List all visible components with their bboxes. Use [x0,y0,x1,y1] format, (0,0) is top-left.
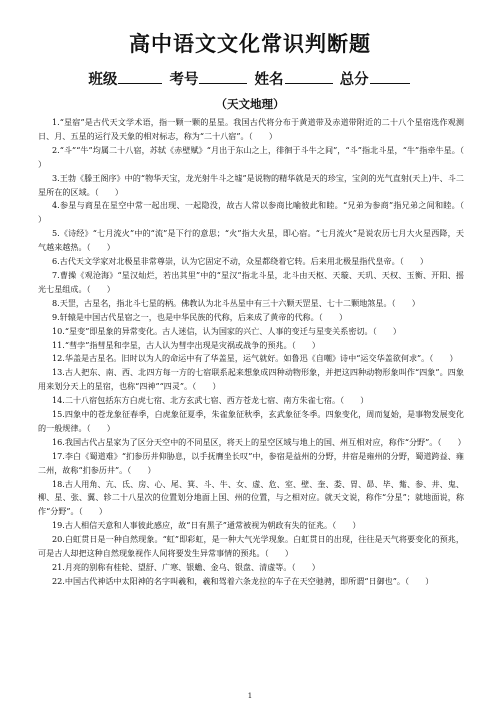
total-score-label: 总分 [339,72,369,88]
question-item: 13.古人把东、南、西、北四方每一方的七宿联系起来想象成四种动物形象，并把这四种动物形象叫作“四象”。四象用来划分天上的星宿，也称“四神”“四灵”。（ ） [38,367,464,392]
question-item: 6.古代天文学家对北极星非常尊崇，认为它固定不动，众星都绕着它转。后来用北极星指代皇帝。（ ） [52,256,428,267]
question-item: 21.月亮的别称有桂轮、望舒、广寒、银蟾、金乌、银盘、清虚等。（ ） [52,562,320,572]
question-item: 7.曹操《观沧海》“星汉灿烂，若出其里”中的“星汉”指北斗星，北斗由天枢、天璇、天玑、天权、玉衡、开阳、摇光七星组成。（ ） [38,269,464,294]
question-item: 8.天罡，古星名，指北斗七星的柄。佛教认为北斗丛星中有三十六颗天罡星、七十二颗地煞星。（ ） [52,297,420,308]
question-item: 14.二十八宿包括东方白虎七宿、北方玄武七宿、西方苍龙七宿、南方朱雀七宿。（ ） [52,395,369,406]
question-item: 2.“斗”“牛”均属二十八宿，苏轼《赤壁赋》“月出于东山之上，徘徊于斗牛之间”，“斗”指北斗星，“牛”指牵牛星。（ ） [38,144,481,169]
class-blank[interactable] [118,68,162,84]
question-item: 16.我国古代占星家为了区分天空中的不同星区，将天上的星空区域与地上的国、州互相对应，称作“分野”。（ ） [52,436,466,447]
question-item: 1.“星宿”是古代天文学术语，指一颗一颗的星星。我国古代将分布于黄道带及赤道带附近的二十八个星宿选作观测日、月、五星的运行及天象的相对标志，称为“二十八宿”。（ ） [38,117,464,141]
question-list [38,116,481,589]
page-number: 1 [247,692,253,700]
page-title: 高中语文文化常识判断题 [129,32,371,56]
class-label: 班级 [88,72,118,88]
name-blank[interactable] [285,68,333,84]
question-item: 3.王勃《滕王阁序》中的“物华天宝，龙光射牛斗之墟”是说物的精华就是天的珍宝，宝剑的光气直射(天上)牛、斗二星所在的区域。（ ） [38,172,464,197]
question-item: 4.参星与商星在星空中常一起出现、一起隐没，故古人常以参商比喻彼此和睦。“兄弟为参商”指兄弟之间和睦。（ ） [38,200,481,225]
question-item: 10.“星变”即星象的异常变化。古人迷信，认为国家的兴亡、人事的变迁与星变关系密切。（ ） [52,325,401,336]
question-item: 5.《诗经》“七月流火”中的“流”是下行的意思；“火”指大火星，即心宿。“七月流火”是说农历七月大火星西降，天气越来越热。（ ） [38,228,464,253]
exam-number-label: 考号 [169,72,199,88]
student-info-line [0,68,500,90]
question-item: 20.白虹贯日是一种自然现象。“虹”即彩虹，是一种大气光学现象。白虹贯日的出现，往往是天气将要变化的预兆，可是古人却把这种自然现象视作人间将要发生异常事情的预兆。（ ） [38,534,464,559]
question-item: 12.华盖是古星名。旧时以为人的命运中有了华盖星，运气就好。如鲁迅《自嘲》诗中“运交华盖欲何求”。（ ） [52,353,458,364]
question-item: 18.古人用角、亢、氐、房、心、尾、箕、斗、牛、女、虚、危、室、壁、奎、娄、胃、昴、毕、觜、参、井、鬼、柳、星、张、翼、轸二十八星次的位置划分地面上国、州的位置，与之相对应。就天文说，称作“分星”；就地面说，称作“分野”。（ ） [38,478,464,517]
question-item: 19.古人相信天意和人事彼此感应，故“日有黑子”通常被视为朝政有失的征兆。（ ） [52,520,361,531]
question-item: 11.“彗孛”指彗星和孛星，古人认为彗孛出现是灾祸或战争的预兆。（ ） [52,339,321,350]
section-heading: （天文地理） [215,97,285,111]
exam-number-blank[interactable] [199,68,247,84]
question-item: 15.四象中的苍龙象征春季，白虎象征夏季，朱雀象征秋季，玄武象征冬季。四象变化，周而复始，是事物发展变化的一般规律。（ ） [38,409,464,433]
question-item: 9.轩辕是中国古代星宿之一，也是中华民族的代称，后来成了黄帝的代称。（ ） [52,311,348,322]
question-item: 22.中国古代神话中太阳神的名字叫羲和，羲和驾着六条龙拉的车子在天空驰骋，即所谓“日御也”。（ ） [52,575,434,586]
question-item: 17.李白《蜀道难》“扪参历井仰胁息，以手抚膺坐长叹”中，参宿是益州的分野，井宿是雍州的分野，蜀道跨益、雍二州，故称“扪参历井”。（ ） [38,450,464,475]
total-score-blank[interactable] [370,68,410,84]
name-label: 姓名 [254,72,284,88]
